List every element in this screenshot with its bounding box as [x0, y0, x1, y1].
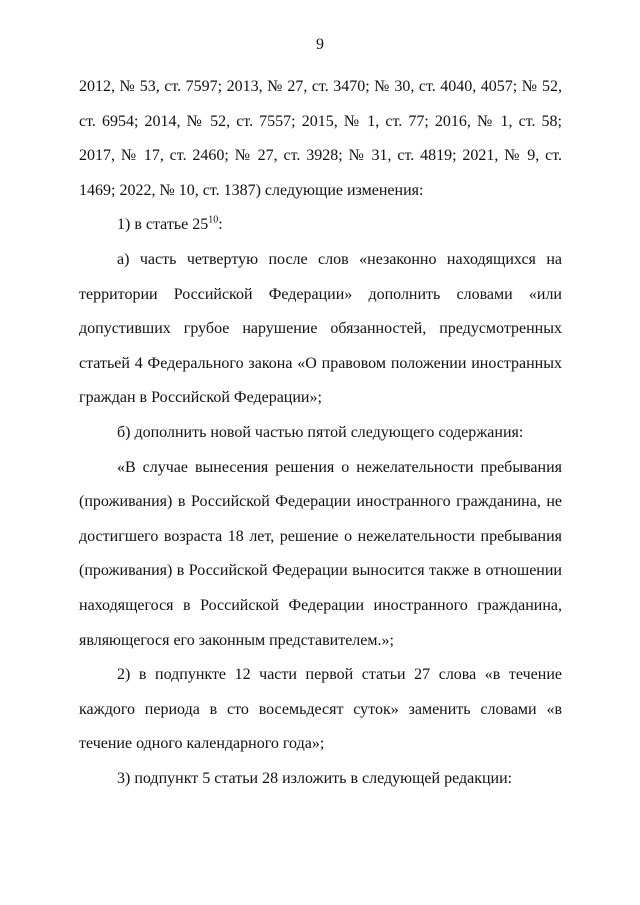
paragraph-item-1: [79, 208, 562, 243]
article-superscript: 10: [208, 215, 219, 227]
paragraph-item-1-text: 1) в статье 25: [117, 216, 209, 234]
paragraph-item-1-tail: :: [218, 216, 223, 234]
paragraph-item-2: 2) в подпункте 12 части первой статьи 27 слова «в течение каждого периода в сто восемьдесят суток» заменить словами «в течение одного календарного года»;: [79, 666, 562, 753]
paragraph-item-3: 3) подпункт 5 статьи 28 изложить в следующей редакции:: [117, 769, 513, 787]
paragraph-subitem-a: а) часть четвертую после слов «незаконно находящихся на территории Российской Федерации» дополнить словами «или допустивших грубое нарушение обязанностей, предусмотренных статьей 4 Федерального закона «О правовом положении иностранных граждан в Российской Федерации»;: [79, 250, 562, 407]
page-number: 9: [316, 36, 324, 53]
document-body: [79, 70, 562, 796]
paragraph-quoted-part-five: «В случае вынесения решения о нежелательности пребывания (проживания) в Российской Федерации иностранного гражданина, не достигшего возраста 18 лет, решение о нежелательности пребывания (проживания) в Российской Федерации выносится также в отношении находящегося в Российской Федерации иностранного гражданина, являющегося его законным представителем.»;: [79, 458, 562, 649]
paragraph-subitem-b: б) дополнить новой частью пятой следующего содержания:: [117, 423, 524, 441]
paragraph-citation-continuation: 2012, № 53, ст. 7597; 2013, № 27, ст. 3470; № 30, ст. 4040, 4057; № 52, ст. 6954; 2014, № 52, ст. 7557; 2015, № 1, ст. 77; 2016, № 1, ст. 58; 2017, № 17, ст. 2460; № 27, ст. 3928; № 31, ст. 4819; 2021, № 9, ст. 1469; 2022, № 10, ст. 1387) следующие изменения:: [79, 78, 562, 199]
